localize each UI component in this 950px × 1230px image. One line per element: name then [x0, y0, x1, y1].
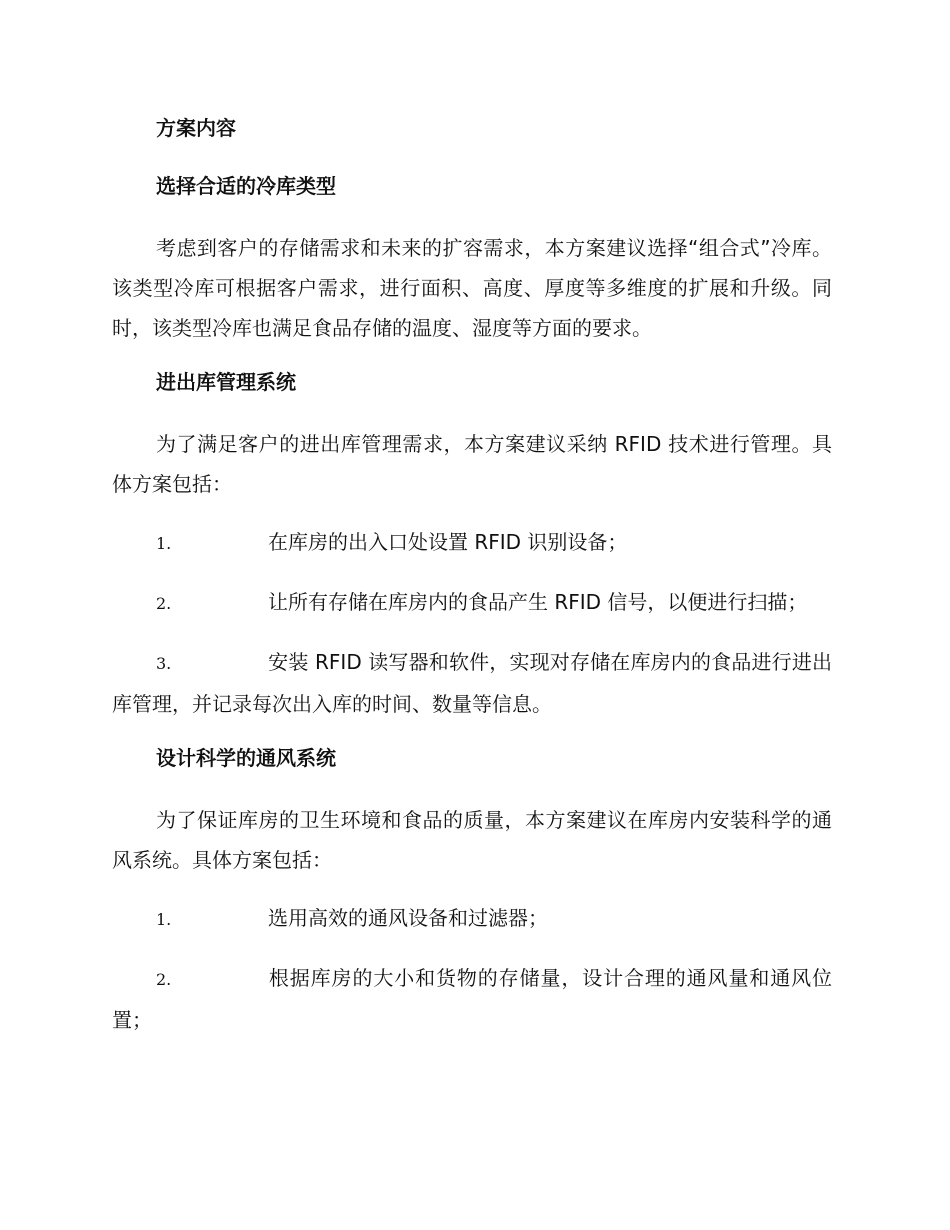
list-item: [112, 522, 832, 564]
list-item-text: 安装 RFID 读写器和软件，实现对存储在库房内的食品进行进出库管理，并记录每次出入库的时间、数量等信息。: [112, 650, 832, 716]
list-item: [112, 582, 832, 624]
list-item: [112, 898, 832, 940]
section-heading-cold-storage-type: 选择合适的冷库类型: [156, 174, 336, 198]
list-item-text: 在库房的出入口处设置 RFID 识别设备；: [268, 530, 628, 554]
list-number: 1.: [156, 910, 172, 929]
paragraph-ventilation-system: 为了保证库房的卫生环境和食品的质量，本方案建议在库房内安装科学的通风系统。具体方案包括：: [112, 808, 832, 872]
list-item-text: 根据库房的大小和货物的存储量，设计合理的通风量和通风位置；: [112, 966, 832, 1032]
section-heading-inventory-management: 进出库管理系统: [156, 370, 296, 394]
list-number: 2.: [156, 970, 172, 989]
section-heading-plan-content: 方案内容: [156, 116, 236, 140]
list-item-text: 选用高效的通风设备和过滤器；: [268, 906, 548, 930]
paragraph-inventory-management: 为了满足客户的进出库管理需求，本方案建议采纳 RFID 技术进行管理。具体方案包括：: [112, 432, 832, 496]
paragraph-cold-storage-type: 考虑到客户的存储需求和未来的扩容需求，本方案建议选择“组合式”冷库。该类型冷库可根据客户需求，进行面积、高度、厚度等多维度的扩展和升级。同时，该类型冷库也满足食品存储的温度、湿度等方面的要求。: [112, 236, 832, 340]
list-item: [112, 642, 832, 724]
list-number: 2.: [156, 594, 172, 613]
list-item-text: 让所有存储在库房内的食品产生 RFID 信号，以便进行扫描；: [268, 590, 808, 614]
list-item: [112, 958, 832, 1040]
list-number: 1.: [156, 534, 172, 553]
section-heading-ventilation-system: 设计科学的通风系统: [156, 746, 336, 770]
list-number: 3.: [156, 654, 172, 673]
document-body: [112, 112, 832, 1058]
